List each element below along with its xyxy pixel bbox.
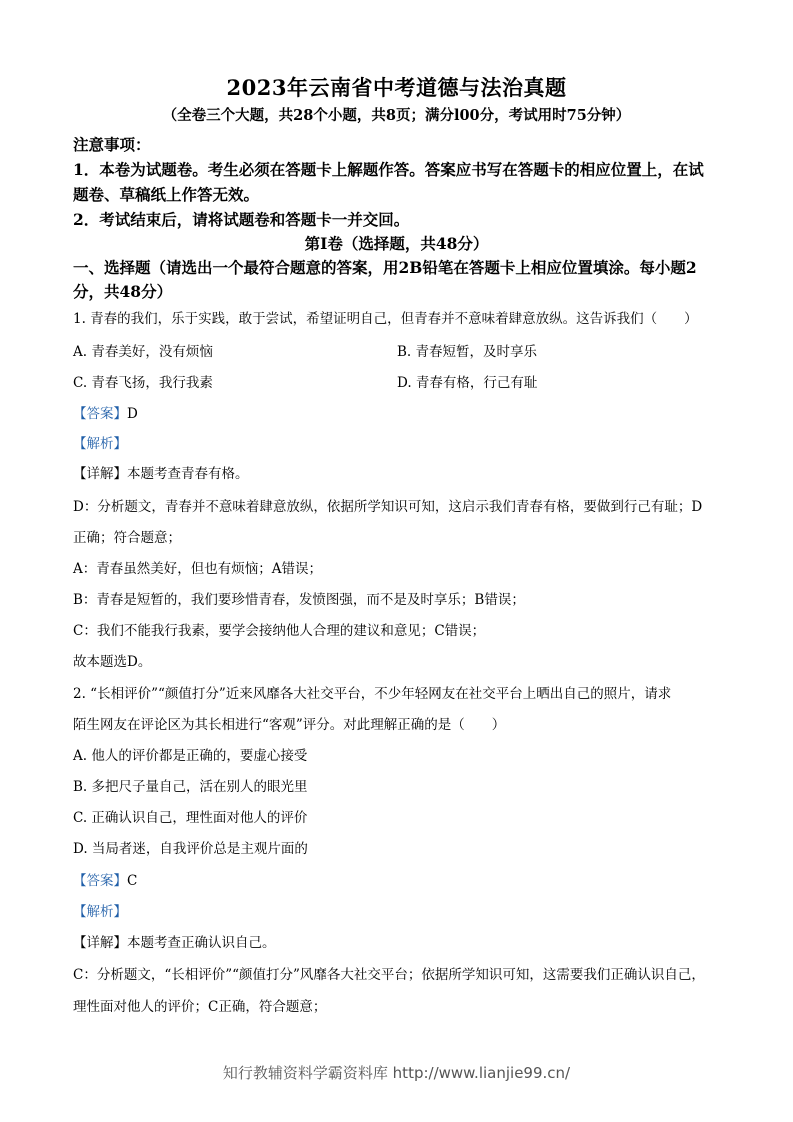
detail-text: 本题考查青春有格。 <box>127 466 249 482</box>
q1-option-b: B. 青春短暂，及时享乐 <box>397 344 538 360</box>
answer-value: D <box>127 406 138 422</box>
page-subtitle: （全卷三个大题，共28个小题，共8页；满分l00分，考试用时75分钟） <box>162 107 631 124</box>
q2-option-c: C. 正确认识自己，理性面对他人的评价 <box>73 810 308 826</box>
q1-explain-1b: 正确；符合题意； <box>73 530 181 546</box>
part-1a: 一、选择题（请选出一个最符合题意的答案，用2B铅笔在答题卡上相应位置填涂。每小题2 <box>73 258 697 277</box>
q1-stem: 1. 青春的我们，乐于实践，敢于尝试，希望证明自己，但青春并不意味着肆意放纵。这告诉我们（ ） <box>73 311 698 327</box>
answer-value: C <box>127 873 138 889</box>
q1-explain-1a: D：分析题文，青春并不意味着肆意放纵，依据所学知识可知，这启示我们青春有格，要做到行己有耻；D <box>73 499 703 515</box>
q1-explain-3: B：青春是短暂的，我们要珍惜青春，发愤图强，而不是及时享乐；B错误； <box>73 592 525 608</box>
q2-explain-1b: 理性面对他人的评价；C正确，符合题意； <box>73 999 327 1015</box>
q1-analysis-tag: 【解析】 <box>73 436 127 452</box>
q2-analysis-tag: 【解析】 <box>73 904 127 920</box>
q1-explain-5: 故本题选D。 <box>73 654 152 670</box>
notice-1b: 题卷、草稿纸上作答无效。 <box>73 185 260 204</box>
q2-stem-a: 2. “长相评价”“颜值打分”近来风靡各大社交平台，不少年轻网友在社交平台上晒出自己的照片，请求 <box>73 686 672 702</box>
q2-option-d: D. 当局者迷，自我评价总是主观片面的 <box>73 841 308 857</box>
q2-stem-b: 陌生网友在评论区为其长相进行“客观”评分。对此理解正确的是（ ） <box>73 717 506 733</box>
notice-1a: 1．本卷为试题卷。考生必须在答题卡上解题作答。答案应书写在答题卡的相应位置上，在试 <box>73 160 704 179</box>
notice-heading: 注意事项： <box>73 135 151 154</box>
notice-2: 2．考试结束后，请将试题卷和答题卡一并交回。 <box>73 210 410 229</box>
answer-tag: 【答案】 <box>73 873 127 889</box>
footer-watermark: 知行教辅资料学霸资料库 http://www.lianjie99.cn/ <box>222 1064 571 1082</box>
section-heading: 第I卷（选择题，共48分） <box>304 234 489 253</box>
q1-option-a: A. 青春美好，没有烦恼 <box>73 344 213 360</box>
detail-tag: 【详解】 <box>73 466 127 482</box>
q1-detail <box>73 462 249 482</box>
q1-answer <box>73 402 138 422</box>
q2-explain-1a: C：分析题文，“长相评价”“颜值打分”风靡各大社交平台；依据所学知识可知，这需要我们正确认识自己， <box>73 967 705 983</box>
answer-tag: 【答案】 <box>73 406 127 422</box>
page-title: 2023年云南省中考道德与法治真题 <box>226 75 567 100</box>
q1-explain-2: A：青春虽然美好，但也有烦恼；A错误； <box>73 561 322 577</box>
q2-option-b: B. 多把尺子量自己，活在别人的眼光里 <box>73 779 308 795</box>
q1-option-c: C. 青春飞扬，我行我素 <box>73 375 213 391</box>
q1-explain-4: C：我们不能我行我素，要学会接纳他人合理的建议和意见；C错误； <box>73 623 486 639</box>
detail-tag: 【详解】 <box>73 935 127 951</box>
q2-option-a: A. 他人的评价都是正确的，要虚心接受 <box>73 748 308 764</box>
q2-detail <box>73 931 276 951</box>
q1-option-d: D. 青春有格，行己有耻 <box>397 375 538 391</box>
q2-answer <box>73 869 137 889</box>
part-1b: 分，共48分） <box>73 282 173 301</box>
detail-text: 本题考查正确认识自己。 <box>127 935 276 951</box>
